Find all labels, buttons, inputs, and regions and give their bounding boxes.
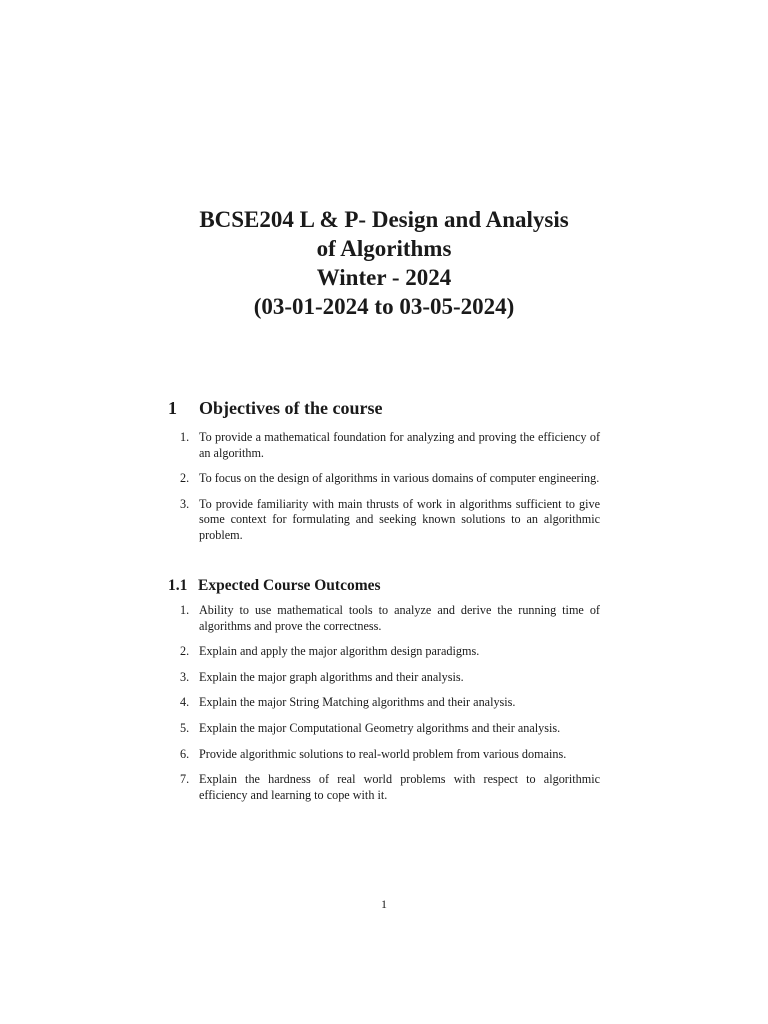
list-marker: 1. xyxy=(180,430,190,444)
list-item xyxy=(168,644,600,660)
list-item xyxy=(168,603,600,634)
objectives-list xyxy=(168,430,600,544)
title-line-2: of Algorithms xyxy=(316,236,452,261)
list-item-text: Explain the major Computational Geometry algorithms and their analysis. xyxy=(199,720,561,735)
list-marker: 1. xyxy=(180,603,190,617)
list-marker: 4. xyxy=(180,695,190,710)
page-number: 1 xyxy=(381,897,387,911)
document-title xyxy=(0,205,768,321)
subsection-1-1-title: Expected Course Outcomes xyxy=(198,577,381,594)
list-item xyxy=(168,471,600,487)
list-item xyxy=(168,772,600,803)
list-item xyxy=(168,497,600,544)
title-line-3: Winter - 2024 xyxy=(316,265,452,290)
section-1-title: Objectives of the course xyxy=(199,398,383,418)
list-marker: 2. xyxy=(180,471,190,486)
outcomes-list xyxy=(168,603,600,803)
list-marker: 3. xyxy=(180,669,190,684)
list-item-text: Explain the major graph algorithms and their analysis. xyxy=(199,669,464,684)
list-item-text: To focus on the design of algorithms in various domains of computer engineering. xyxy=(199,471,600,486)
list-marker: 3. xyxy=(180,496,190,511)
title-line-1: BCSE204 L & P- Design and Analysis xyxy=(199,207,569,232)
list-item xyxy=(168,747,600,763)
list-item xyxy=(168,430,600,461)
list-item-text: Explain the major String Matching algorithms and their analysis. xyxy=(199,695,516,710)
list-item xyxy=(168,670,600,686)
list-item-text: Ability to use mathematical tools to analyze and derive the running time of algorithms and prove the correctness. xyxy=(199,603,600,633)
list-item-text: To provide familiarity with main thrusts of work in algorithms sufficient to give some context for formulating and seeking known solutions to an algorithmic problem. xyxy=(199,496,600,542)
list-marker: 6. xyxy=(180,746,190,761)
list-item-text: Explain the hardness of real world problems with respect to algorithmic efficiency and learning to cope with it. xyxy=(199,772,600,802)
list-item xyxy=(168,721,600,737)
list-marker: 7. xyxy=(180,772,190,787)
list-item xyxy=(168,695,600,711)
list-marker: 2. xyxy=(180,644,190,659)
list-item-text: Provide algorithmic solutions to real-world problem from various domains. xyxy=(199,746,567,761)
list-item-text: Explain and apply the major algorithm design paradigms. xyxy=(199,644,480,659)
title-line-4: (03-01-2024 to 03-05-2024) xyxy=(253,294,515,319)
section-1-number: 1 xyxy=(168,398,177,418)
subsection-1-1-number: 1.1 xyxy=(168,577,188,594)
list-item-text: To provide a mathematical foundation for analyzing and proving the efficiency of an algorithm. xyxy=(199,430,600,460)
section-1-heading xyxy=(168,397,382,419)
list-marker: 5. xyxy=(180,720,190,735)
subsection-1-1-heading xyxy=(168,576,381,596)
